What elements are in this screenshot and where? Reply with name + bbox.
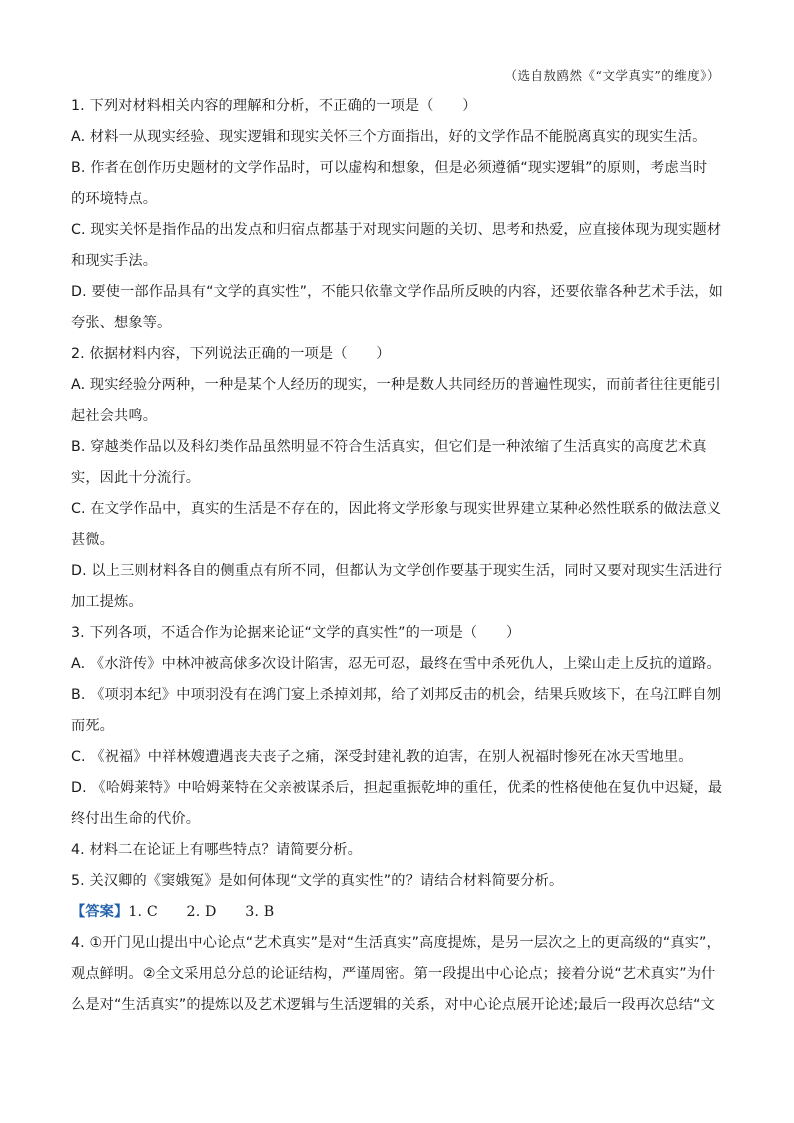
question-3-option-d: D. 《哈姆莱特》中哈姆莱特在父亲被谋杀后，担起重振乾坤的重任，优柔的性格使他在复仇中迟疑，最 [71,780,723,796]
explanation-line-2: 观点鲜明。②全文采用总分总的论证结构，严谨周密。第一段提出中心论点；接着分说“艺术真实”为什 [71,966,716,982]
question-1-option-b: B. 作者在创作历史题材的文学作品时，可以虚构和想象，但是必须遵循“现实逻辑”的原则，考虑当时 [71,160,708,176]
question-1-option-d-cont: 夸张、想象等。 [71,315,172,331]
question-3-option-d-cont: 终付出生命的代价。 [71,811,201,827]
question-1-stem: 1. 下列对材料相关内容的理解和分析，不正确的一项是（ ） [71,98,477,114]
question-4: 4. 材料二在论证上有哪些特点？请简要分析。 [71,842,362,858]
question-1-option-c: C. 现实关怀是指作品的出发点和归宿点都基于对现实问题的关切、思考和热爱，应直接体现为现实题材 [71,222,722,238]
explanation-line-3: 么是对“生活真实”的提炼以及艺术逻辑与生活逻辑的关系，对中心论点展开论述;最后一段再次总结“文 [71,997,715,1013]
answer-tag: 【答案】 [71,904,129,920]
question-3-option-b-cont: 而死。 [71,718,115,734]
question-2-option-d: D. 以上三则材料各自的侧重点有所不同，但都认为文学创作要基于现实生活，同时又要对现实生活进行 [71,563,723,579]
question-1-option-a: A. 材料一从现实经验、现实逻辑和现实关怀三个方面指出，好的文学作品不能脱离真实的现实生活。 [71,129,707,145]
question-2-option-c-cont: 甚微。 [71,532,115,548]
answer-values: 1. C 2. D 3. B [128,904,275,920]
question-2-option-a-cont: 起社会共鸣。 [71,408,158,424]
question-1-option-b-cont: 的环境特点。 [71,191,158,207]
answer-line [71,902,274,922]
source-citation: （选自敖鸥然《“文学真实”的维度》） [504,68,720,83]
question-1-option-d: D. 要使一部作品具有“文学的真实性”，不能只依靠文学作品所反映的内容，还要依靠各种艺术手法，如 [71,284,723,300]
question-2-option-b-cont: 实，因此十分流行。 [71,470,201,486]
question-1-option-c-cont: 和现实手法。 [71,253,158,269]
explanation-line-1: 4. ①开门见山提出中心论点“艺术真实”是对“生活真实”高度提炼，是另一层次之上的更高级的“真实”， [71,935,721,951]
question-3-option-b: B. 《项羽本纪》中项羽没有在鸿门宴上杀掉刘邦，给了刘邦反击的机会，结果兵败垓下，在乌江畔自刎 [71,687,722,703]
question-2-option-c: C. 在文学作品中，真实的生活是不存在的，因此将文学形象与现实世界建立某种必然性联系的做法意义 [71,501,722,517]
question-2-stem: 2. 依据材料内容，下列说法正确的一项是（ ） [71,346,391,362]
question-2-option-b: B. 穿越类作品以及科幻类作品虽然明显不符合生活真实，但它们是一种浓缩了生活真实的高度艺术真 [71,439,707,455]
question-3-stem: 3. 下列各项，不适合作为论据来论证“文学的真实性”的一项是（ ） [71,625,521,641]
question-5: 5. 关汉卿的《窦娥冤》是如何体现“文学的真实性”的？请结合材料简要分析。 [71,873,564,889]
question-3-option-c: C. 《祝福》中祥林嫂遭遇丧夫丧子之痛，深受封建礼教的迫害，在别人祝福时惨死在冰天雪地里。 [71,749,693,765]
question-3-option-a: A. 《水浒传》中林冲被高俅多次设计陷害，忍无可忍，最终在雪中杀死仇人，上梁山走上反抗的道路。 [71,656,721,672]
question-2-option-d-cont: 加工提炼。 [71,594,143,610]
question-2-option-a: A. 现实经验分两种，一种是某个人经历的现实，一种是数人共同经历的普遍性现实，而前者往往更能引 [71,377,721,393]
